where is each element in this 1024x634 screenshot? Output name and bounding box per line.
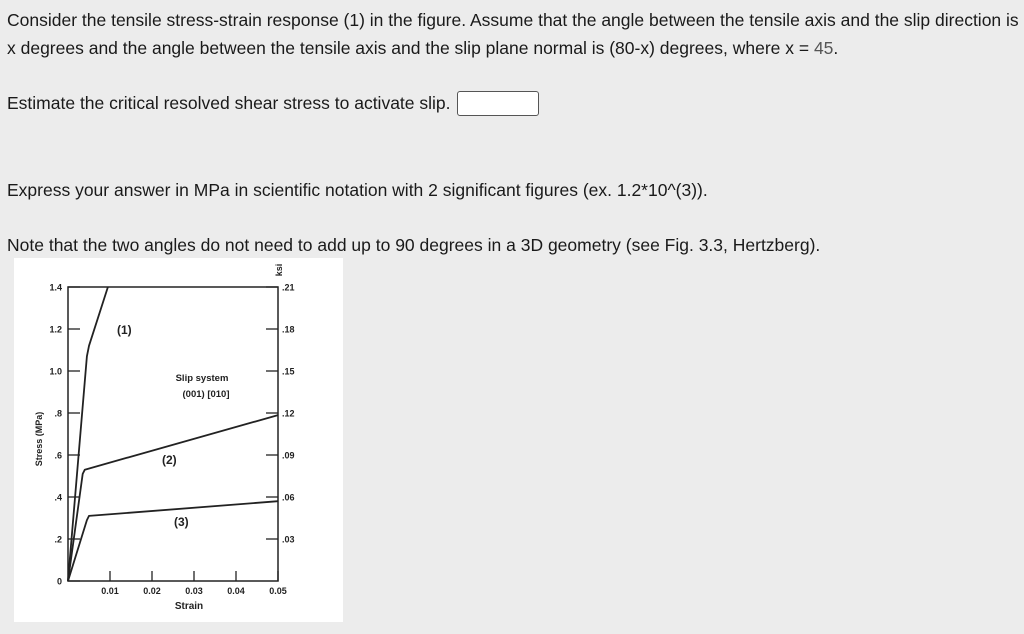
answer-input[interactable] xyxy=(457,91,539,116)
y-tick-label: 1.4 xyxy=(49,282,62,293)
bottom-axis-ticks xyxy=(101,571,287,596)
angle-note: Note that the two angles do not need to add up to 90 degrees in a 3D geometry (see Fig. 3.3, Hertzberg). xyxy=(7,235,821,255)
stress-strain-chart xyxy=(14,258,343,622)
series-line-2 xyxy=(68,415,278,581)
y2-tick-label: .18 xyxy=(282,324,295,335)
y2-tick-label: .15 xyxy=(282,366,295,377)
x-tick-label: 0.03 xyxy=(185,586,203,596)
y2-tick-label: .12 xyxy=(282,408,295,419)
y2-tick-label: .06 xyxy=(282,492,295,503)
question-text xyxy=(7,6,1022,62)
stress-strain-figure xyxy=(14,258,343,622)
plot-frame xyxy=(68,287,278,581)
left-axis-ticks xyxy=(49,283,80,587)
x-tick-label: 0.02 xyxy=(143,586,161,596)
y-tick-label: .4 xyxy=(54,492,62,503)
y-tick-label: 1.0 xyxy=(49,366,62,377)
y-axis-label: Stress (MPa) xyxy=(34,411,44,467)
series-label-3: (3) xyxy=(174,515,189,529)
series-label-1: (1) xyxy=(117,323,132,337)
answer-row xyxy=(7,91,539,116)
y2-tick-label: .03 xyxy=(282,534,295,545)
right-axis-ticks xyxy=(266,283,295,545)
y-tick-label: .8 xyxy=(54,408,62,419)
format-note: Express your answer in MPa in scientific notation with 2 significant figures (ex. 1.2*10^(3)). xyxy=(7,180,708,200)
x-value: 45 xyxy=(813,38,834,58)
x-axis-label: Strain xyxy=(174,601,204,612)
y-tick-label: 0 xyxy=(56,576,62,587)
question-intro: Consider the tensile stress-strain response (1) in the figure. Assume that the angle between the tensile axis and the slip direction is x degrees and the angle between the tensile axis and the slip plane normal is (80-x) degrees, where x = xyxy=(7,10,1019,58)
slip-system-indices: (001) [010] xyxy=(182,389,230,400)
y2-tick-label: .21 xyxy=(282,282,295,293)
series-lines xyxy=(68,287,278,581)
x-tick-label: 0.01 xyxy=(101,586,119,596)
series-label-2: (2) xyxy=(162,453,177,467)
series-line-3 xyxy=(68,501,278,581)
y2-axis-label: ksi xyxy=(274,263,284,277)
y2-tick-label: .09 xyxy=(282,450,295,461)
y-tick-label: 1.2 xyxy=(49,324,62,335)
slip-system-label: Slip system xyxy=(175,373,229,384)
x-tick-label: 0.05 xyxy=(269,586,287,596)
question-intro-end: . xyxy=(833,38,839,58)
answer-prompt: Estimate the critical resolved shear stress to activate slip. xyxy=(7,93,451,113)
x-tick-label: 0.04 xyxy=(227,586,245,596)
y-tick-label: .2 xyxy=(54,534,62,545)
y-tick-label: .6 xyxy=(54,450,62,461)
